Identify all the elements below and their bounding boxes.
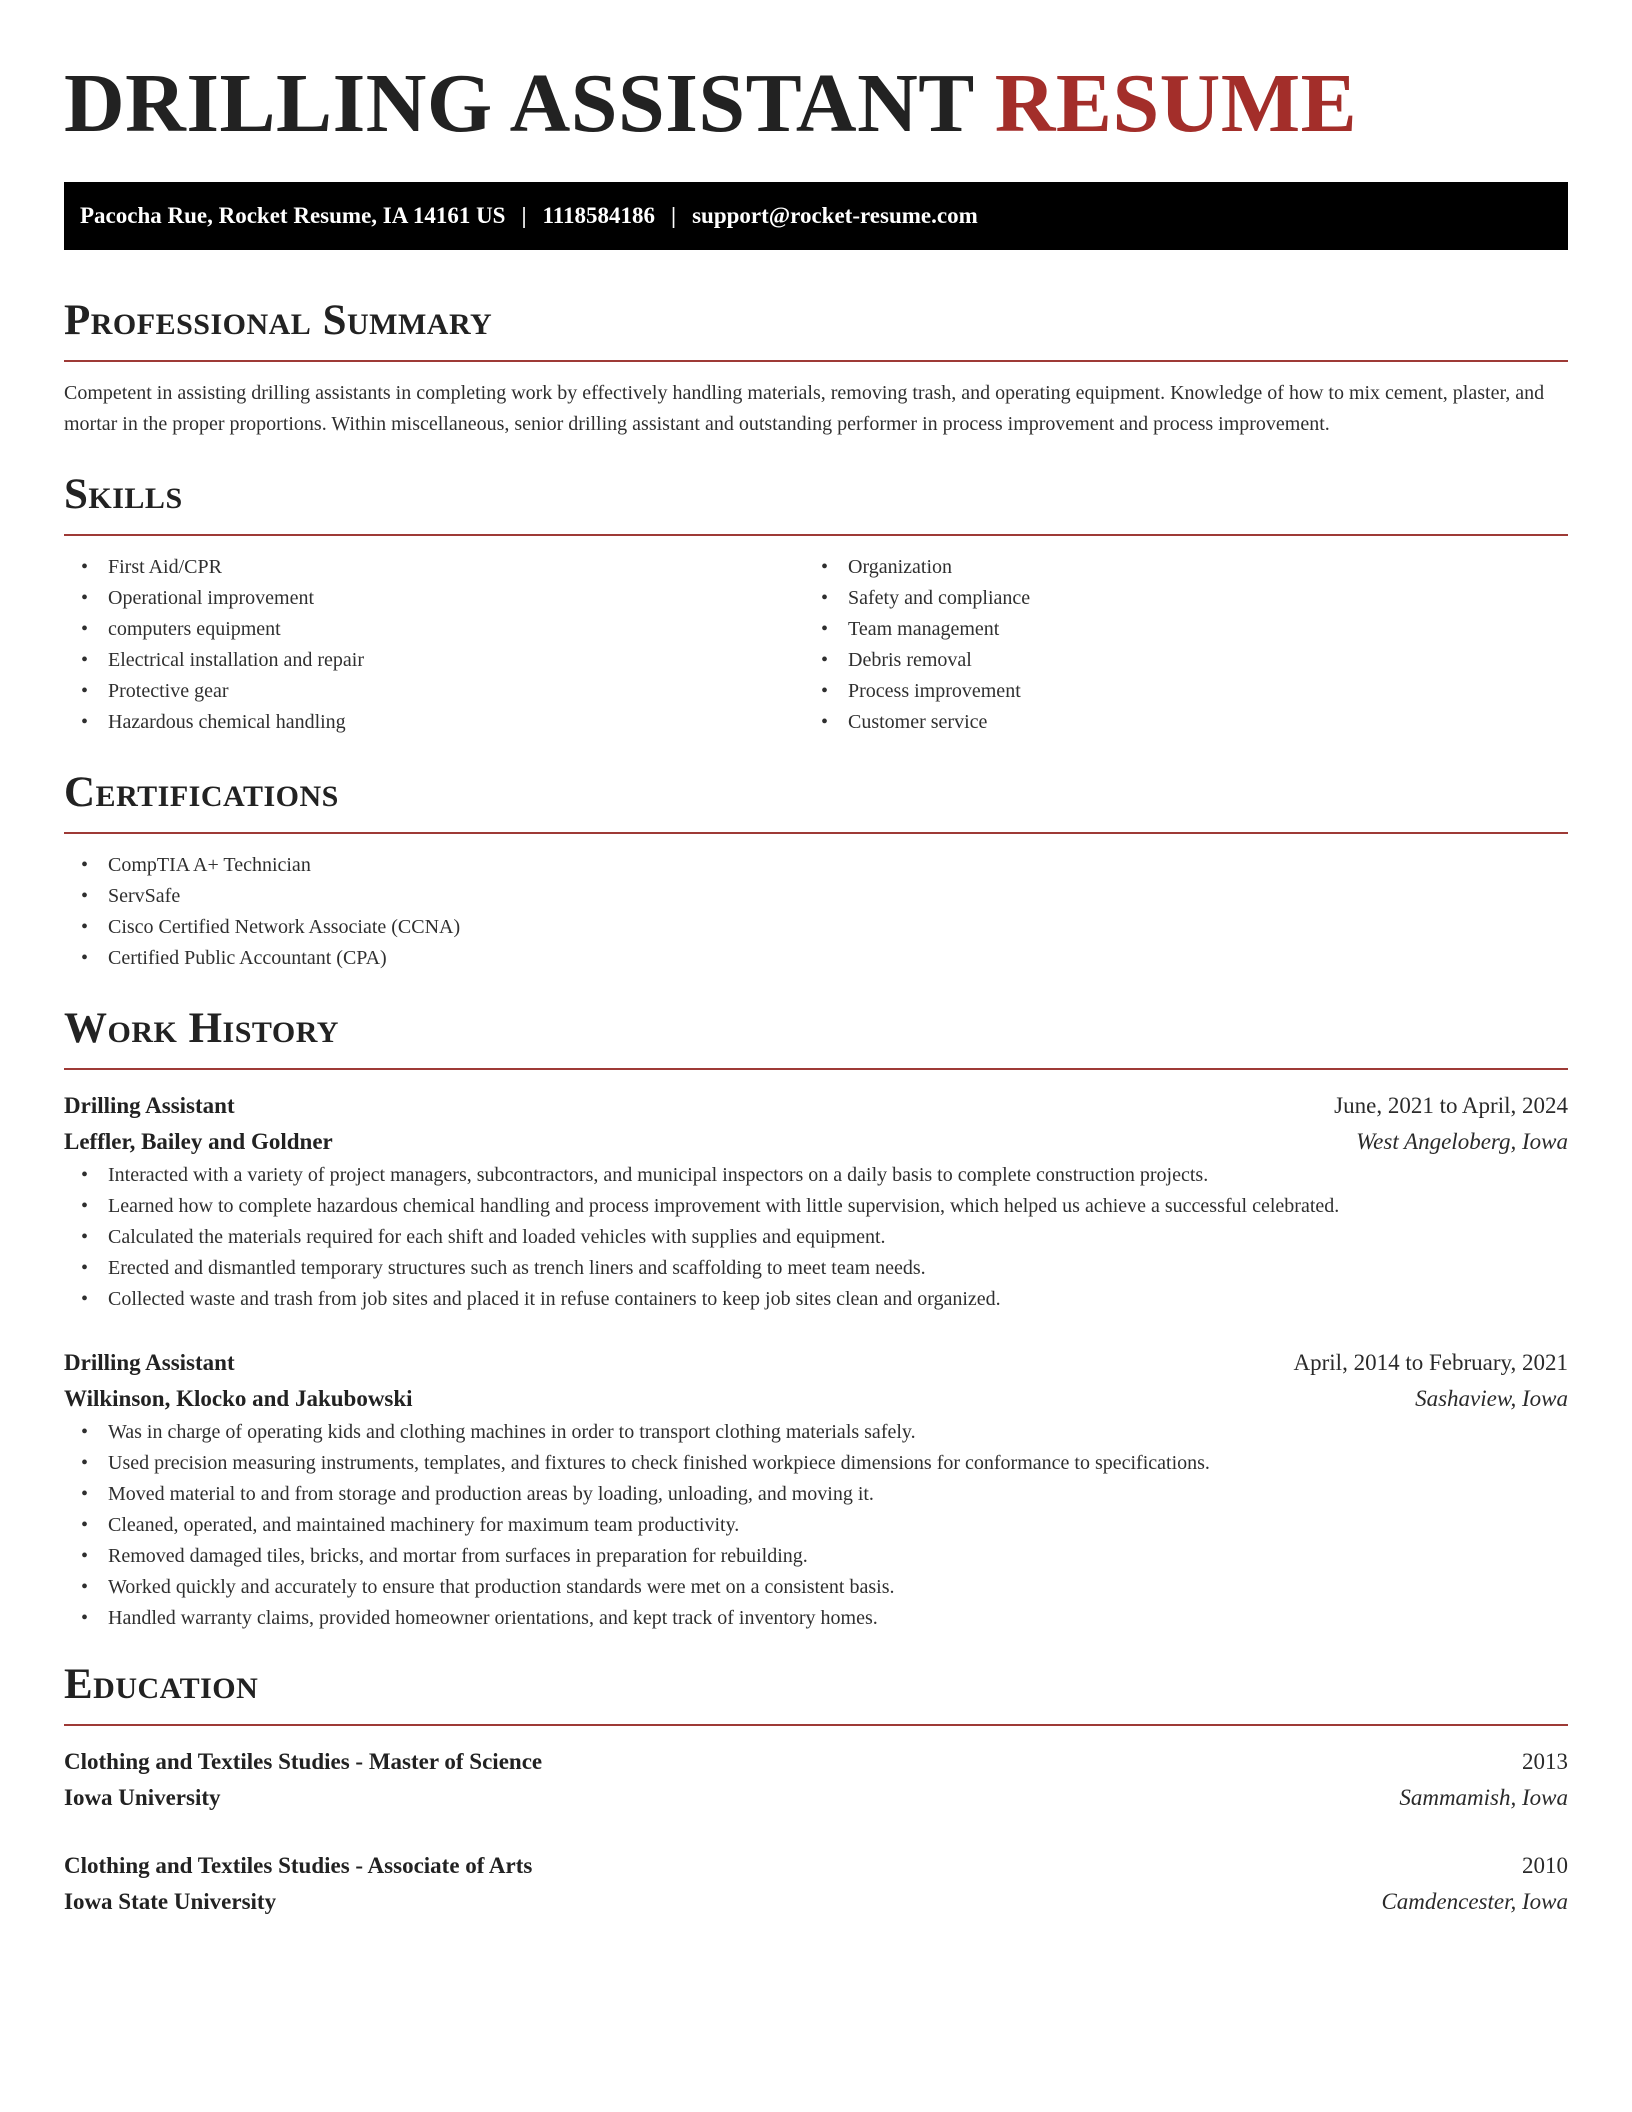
education-school: Iowa State University: [64, 1889, 277, 1914]
section-heading-education: Education: [64, 1661, 259, 1708]
certification-item: • Certified Public Accountant (CPA): [81, 947, 387, 969]
job-duty-item: • Cleaned, operated, and maintained machinery for maximum team productivity.: [81, 1514, 740, 1536]
section-divider: [64, 534, 1568, 536]
skill-item: • Team management: [821, 618, 1000, 640]
section-heading-work-history: Work History: [64, 1005, 339, 1052]
contact-email: support@rocket-resume.com: [692, 203, 978, 228]
education-section: [64, 1660, 1568, 1920]
section-heading-skills: Skills: [64, 471, 183, 518]
skill-item: • computers equipment: [81, 618, 281, 640]
job-duty-item: • Handled warranty claims, provided homeowner orientations, and kept track of inventory homes.: [81, 1607, 878, 1629]
education-entry: [64, 1848, 1568, 1920]
contact-bar: [64, 182, 1568, 250]
contact-phone: 1118584186: [542, 203, 656, 228]
education-school-row: [64, 1780, 1568, 1816]
job-company: Leffler, Bailey and Goldner: [64, 1129, 333, 1154]
skill-item: • Electrical installation and repair: [81, 649, 364, 671]
section-heading-summary: Professional Summary: [64, 297, 493, 344]
job-duty-item: • Learned how to complete hazardous chemical handling and process improvement with little supervision, which helped us achieve a successful celebrated.: [81, 1195, 1340, 1217]
education-school: Iowa University: [64, 1785, 221, 1810]
job-duty-item: • Erected and dismantled temporary structures such as trench liners and scaffolding to meet team needs.: [81, 1257, 926, 1279]
job-duty-item: • Moved material to and from storage and production areas by loading, unloading, and moving it.: [81, 1483, 874, 1505]
summary-text: Competent in assisting drilling assistants in completing work by effectively handling materials, removing trash, and operating equipment. Knowledge of how to mix cement, plaster, and mortar in the proper proportions. Within miscellaneous, senior drilling assistant and outstanding performer in process improvement and process improvement.: [64, 382, 1545, 435]
education-location: Sammamish, Iowa: [1399, 1785, 1568, 1810]
job-duty-item: • Worked quickly and accurately to ensure that production standards were met on a consistent basis.: [81, 1576, 895, 1598]
section-divider: [64, 1068, 1568, 1070]
education-location: Camdencester, Iowa: [1381, 1889, 1568, 1914]
job-title: Drilling Assistant: [64, 1093, 235, 1118]
skill-item: • Process improvement: [821, 680, 1021, 702]
education-degree-row: [64, 1848, 1568, 1884]
job-dates: April, 2014 to February, 2021: [1293, 1350, 1568, 1375]
skills-grid: [64, 552, 1568, 738]
skills-list-right: [804, 552, 1544, 738]
job-title-row: [64, 1345, 1568, 1381]
section-divider: [64, 832, 1568, 834]
job-duties-list: [64, 1417, 1568, 1634]
job-duty-item: • Interacted with a variety of project managers, subcontractors, and municipal inspectors on a daily basis to complete construction projects.: [81, 1164, 1209, 1186]
section-divider: [64, 360, 1568, 362]
skills-list-left: [64, 552, 804, 738]
job-location: West Angeloberg, Iowa: [1356, 1129, 1568, 1154]
title-accent: RESUME: [994, 57, 1358, 150]
job-title: Drilling Assistant: [64, 1350, 235, 1375]
title-main: DRILLING ASSISTANT: [64, 57, 974, 150]
job-title-row: [64, 1088, 1568, 1124]
skill-item: • Protective gear: [81, 680, 229, 702]
education-degree-row: [64, 1744, 1568, 1780]
job-dates: June, 2021 to April, 2024: [1334, 1093, 1568, 1118]
contact-separator: |: [671, 203, 677, 228]
skill-item: • Debris removal: [821, 649, 972, 671]
job-location: Sashaview, Iowa: [1415, 1386, 1568, 1411]
job-company: Wilkinson, Klocko and Jakubowski: [64, 1386, 413, 1411]
education-degree: Clothing and Textiles Studies - Associate of Arts: [64, 1853, 533, 1878]
skill-item: • Organization: [821, 556, 953, 578]
certification-item: • ServSafe: [81, 885, 181, 907]
resume-title: [64, 0, 1568, 152]
job-duty-item: • Used precision measuring instruments, templates, and fixtures to check finished workpiece dimensions for conformance to specifications.: [81, 1452, 1210, 1474]
education-degree: Clothing and Textiles Studies - Master of Science: [64, 1749, 543, 1774]
job-company-row: [64, 1124, 1568, 1160]
skill-item: • First Aid/CPR: [81, 556, 222, 578]
education-school-row: [64, 1884, 1568, 1920]
skill-item: • Operational improvement: [81, 587, 315, 609]
skills-section: [64, 470, 1568, 738]
work-history-section: [64, 1004, 1568, 1634]
skill-item: • Safety and compliance: [821, 587, 1031, 609]
education-entry: [64, 1744, 1568, 1816]
job-duties-list: [64, 1160, 1568, 1315]
summary-section: [64, 296, 1568, 440]
job-duty-item: • Removed damaged tiles, bricks, and mortar from surfaces in preparation for rebuilding.: [81, 1545, 808, 1567]
skill-item: • Hazardous chemical handling: [81, 711, 346, 733]
skill-item: • Customer service: [821, 711, 988, 733]
certifications-list: [64, 850, 1568, 974]
job-entry: [64, 1088, 1568, 1315]
job-duty-item: • Calculated the materials required for each shift and loaded vehicles with supplies and equipment.: [81, 1226, 886, 1248]
certification-item: • CompTIA A+ Technician: [81, 854, 311, 876]
education-year: 2010: [1522, 1853, 1568, 1878]
contact-address: Pacocha Rue, Rocket Resume, IA 14161 US: [80, 203, 506, 228]
job-entry: [64, 1345, 1568, 1634]
section-divider: [64, 1724, 1568, 1726]
job-duty-item: • Was in charge of operating kids and clothing machines in order to transport clothing materials safely.: [81, 1421, 916, 1443]
education-year: 2013: [1522, 1749, 1568, 1774]
certifications-section: [64, 768, 1568, 974]
job-duty-item: • Collected waste and trash from job sites and placed it in refuse containers to keep job sites clean and organized.: [81, 1288, 1001, 1310]
section-heading-certifications: Certifications: [64, 769, 339, 816]
certification-item: • Cisco Certified Network Associate (CCNA): [81, 916, 461, 938]
contact-separator: |: [521, 203, 527, 228]
job-company-row: [64, 1381, 1568, 1417]
